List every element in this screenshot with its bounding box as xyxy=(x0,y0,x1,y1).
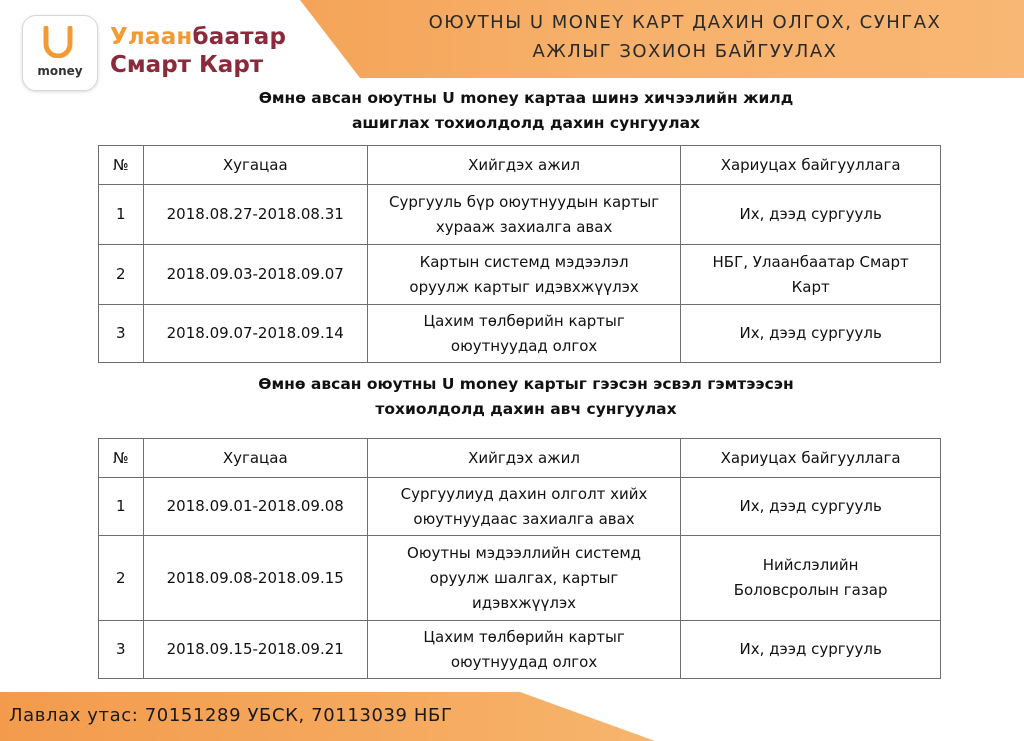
table-row xyxy=(99,536,941,621)
row-org xyxy=(681,478,941,536)
org-line: Нийслэлийн xyxy=(762,556,859,574)
section1-heading xyxy=(200,86,852,136)
row-number: 3 xyxy=(99,305,144,363)
task-line: Цахим төлбөрийн картыг xyxy=(423,627,625,646)
schedule-table-renewal xyxy=(98,145,941,363)
row-org xyxy=(681,305,941,363)
row-task xyxy=(367,185,680,245)
row-task xyxy=(367,245,680,305)
section1-heading-line2: ашиглах тохиолдолд дахин сунгуулах xyxy=(351,114,701,132)
contact-phone-text: Лавлах утас: 70151289 УБСК, 70113039 НБГ xyxy=(9,705,453,726)
section2-heading-line2: тохиолдолд дахин авч сунгуулах xyxy=(375,400,677,418)
row-period: 2018.08.27-2018.08.31 xyxy=(143,185,367,245)
brand-name-line2: Смарт Карт xyxy=(110,52,264,78)
org-line: Их, дээд сургууль xyxy=(739,640,882,658)
row-task xyxy=(367,621,680,679)
table-row xyxy=(99,478,941,536)
logo-money-text: money xyxy=(37,64,83,78)
task-line: оюутнуудаас захиалга авах xyxy=(413,509,635,528)
u-money-logo xyxy=(22,15,98,91)
section2-heading-line1: Өмнө авсан оюутны U money картыг гээсэн эсвэл гэмтээсэн xyxy=(258,375,794,393)
row-task xyxy=(367,536,680,621)
brand-name-line1 xyxy=(110,24,286,50)
row-period: 2018.09.03-2018.09.07 xyxy=(143,245,367,305)
row-number: 3 xyxy=(99,621,144,679)
section2-heading xyxy=(200,372,852,422)
task-line: Картын системд мэдээлэл xyxy=(419,252,629,271)
row-period: 2018.09.07-2018.09.14 xyxy=(143,305,367,363)
task-line: Оюутны мэдээллийн системд xyxy=(407,543,642,562)
column-header-no: № xyxy=(99,439,144,478)
column-header-org: Хариуцах байгууллага xyxy=(681,439,941,478)
row-number: 2 xyxy=(99,245,144,305)
table-header-row xyxy=(99,439,941,478)
column-header-period: Хугацаа xyxy=(143,146,367,185)
task-line: идэвхжүүлэх xyxy=(472,593,577,612)
column-header-task: Хийгдэх ажил xyxy=(367,146,680,185)
row-task xyxy=(367,478,680,536)
column-header-org: Хариуцах байгууллага xyxy=(681,146,941,185)
row-number: 1 xyxy=(99,185,144,245)
task-line: хурааж захиалга авах xyxy=(435,217,613,236)
task-line: Цахим төлбөрийн картыг xyxy=(423,311,625,330)
page-title-line1: ОЮУТНЫ U MONEY КАРТ ДАХИН ОЛГОХ, СУНГАХ xyxy=(428,12,942,33)
row-org xyxy=(681,536,941,621)
u-letter-icon xyxy=(41,26,75,58)
page-title xyxy=(360,8,1010,66)
row-org xyxy=(681,621,941,679)
page-title-line2: АЖЛЫГ ЗОХИОН БАЙГУУЛАХ xyxy=(532,41,838,62)
table-row xyxy=(99,185,941,245)
task-line: оруулж шалгах, картыг xyxy=(429,568,619,587)
row-task xyxy=(367,305,680,363)
org-line: Боловсролын газар xyxy=(733,581,888,599)
org-line: Их, дээд сургууль xyxy=(739,324,882,342)
table-row xyxy=(99,305,941,363)
row-number: 2 xyxy=(99,536,144,621)
task-line: Сургууль бүр оюутнуудын картыг xyxy=(389,192,660,211)
task-line: оюутнуудад олгох xyxy=(450,336,598,355)
row-number: 1 xyxy=(99,478,144,536)
schedule-table-replacement xyxy=(98,438,941,679)
org-line: НБГ, Улаанбаатар Смарт xyxy=(712,252,909,271)
task-line: Сургуулиуд дахин олголт хийх xyxy=(400,484,648,503)
task-line: оруулж картыг идэвхжүүлэх xyxy=(409,277,639,296)
row-period: 2018.09.08-2018.09.15 xyxy=(143,536,367,621)
table-header-row xyxy=(99,146,941,185)
row-period: 2018.09.15-2018.09.21 xyxy=(143,621,367,679)
org-line: Их, дээд сургууль xyxy=(739,205,882,223)
table-row xyxy=(99,621,941,679)
table-row xyxy=(99,245,941,305)
brand-rest: баатар xyxy=(192,24,287,50)
column-header-no: № xyxy=(99,146,144,185)
org-line: Их, дээд сургууль xyxy=(739,497,882,515)
column-header-period: Хугацаа xyxy=(143,439,367,478)
row-org xyxy=(681,245,941,305)
brand-accent: Улаан xyxy=(110,24,193,50)
task-line: оюутнуудад олгох xyxy=(450,652,598,671)
column-header-task: Хийгдэх ажил xyxy=(367,439,680,478)
row-org xyxy=(681,185,941,245)
org-line: Карт xyxy=(791,277,830,296)
section1-heading-line1: Өмнө авсан оюутны U money картаа шинэ хичээлийн жилд xyxy=(258,89,794,107)
row-period: 2018.09.01-2018.09.08 xyxy=(143,478,367,536)
